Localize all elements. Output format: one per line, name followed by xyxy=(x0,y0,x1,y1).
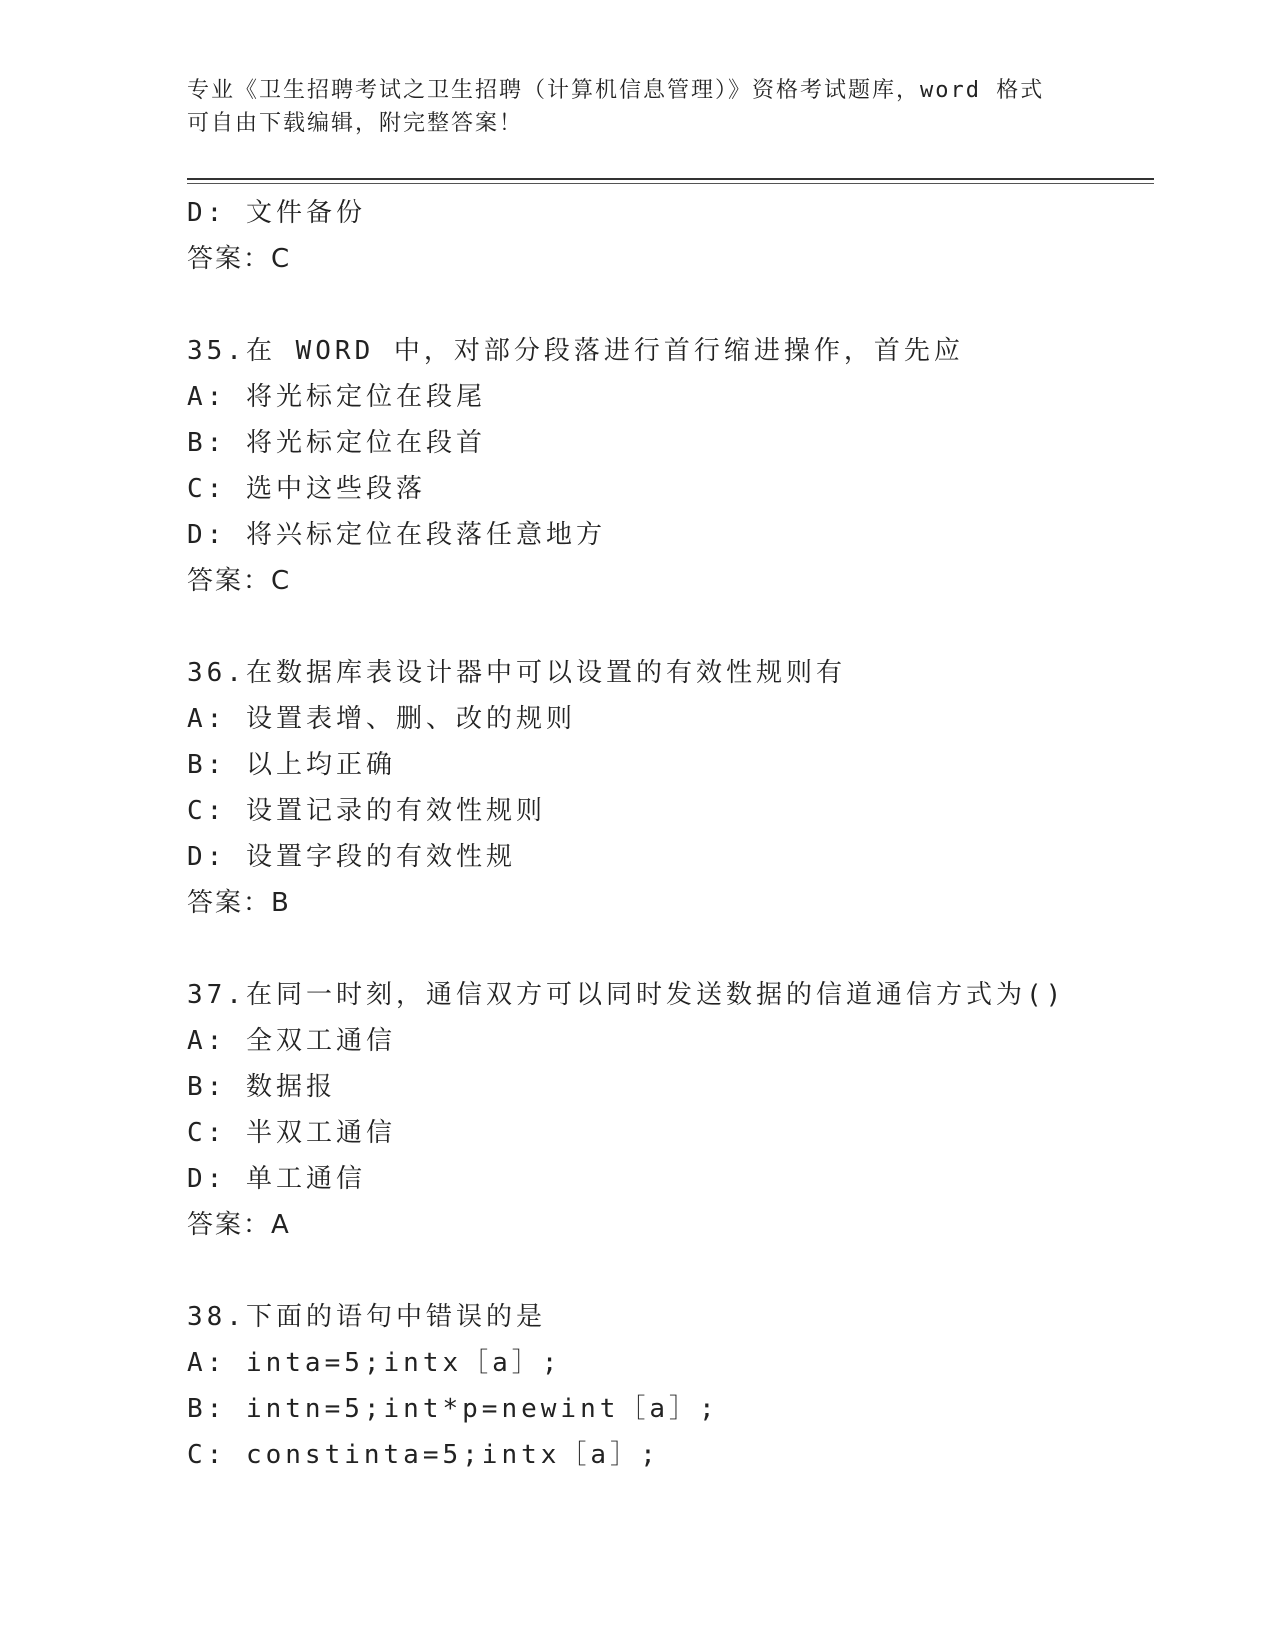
option-c: C: 设置记录的有效性规则 xyxy=(187,796,546,826)
question-text: 38.下面的语句中错误的是 xyxy=(187,1302,546,1332)
option-b: B: 将光标定位在段首 xyxy=(187,428,486,458)
option-a: A: 全双工通信 xyxy=(187,1026,396,1056)
question-text: 37.在同一时刻，通信双方可以同时发送数据的信道通信方式为() xyxy=(187,980,1066,1010)
document-header xyxy=(187,74,1087,140)
answer-line: 答案：C xyxy=(187,566,292,596)
option-a: A: inta=5;intx［a］; xyxy=(187,1348,562,1378)
option-c: C: 半双工通信 xyxy=(187,1118,396,1148)
option-d: D: 文件备份 xyxy=(187,198,366,228)
question-list xyxy=(187,190,1147,1478)
question-item xyxy=(187,328,1147,604)
answer-line: 答案：A xyxy=(187,1210,291,1240)
option-d: D: 单工通信 xyxy=(187,1164,366,1194)
question-item xyxy=(187,650,1147,926)
header-line-2: 可自由下载编辑，附完整答案！ xyxy=(187,111,524,136)
question-item xyxy=(187,1294,1147,1478)
header-rule-thin xyxy=(187,183,1154,184)
option-d: D: 将兴标定位在段落任意地方 xyxy=(187,520,606,550)
header-rule-thick xyxy=(187,178,1154,180)
option-a: A: 设置表增、删、改的规则 xyxy=(187,704,576,734)
header-line-1: 专业《卫生招聘考试之卫生招聘（计算机信息管理）》资格考试题库，word 格式 xyxy=(187,78,1045,103)
answer-line: 答案：C xyxy=(187,244,292,274)
option-d: D: 设置字段的有效性规 xyxy=(187,842,516,872)
question-item xyxy=(187,972,1147,1248)
option-b: B: 数据报 xyxy=(187,1072,336,1102)
option-c: C: constinta=5;intx［a］; xyxy=(187,1440,660,1470)
question-text: 36.在数据库表设计器中可以设置的有效性规则有 xyxy=(187,658,846,688)
option-a: A: 将光标定位在段尾 xyxy=(187,382,486,412)
option-c: C: 选中这些段落 xyxy=(187,474,426,504)
option-b: B: intn=5;int*p=newint［a］; xyxy=(187,1394,719,1424)
answer-line: 答案：B xyxy=(187,888,291,918)
option-b: B: 以上均正确 xyxy=(187,750,396,780)
question-text: 35.在 WORD 中，对部分段落进行首行缩进操作，首先应 xyxy=(187,336,964,366)
